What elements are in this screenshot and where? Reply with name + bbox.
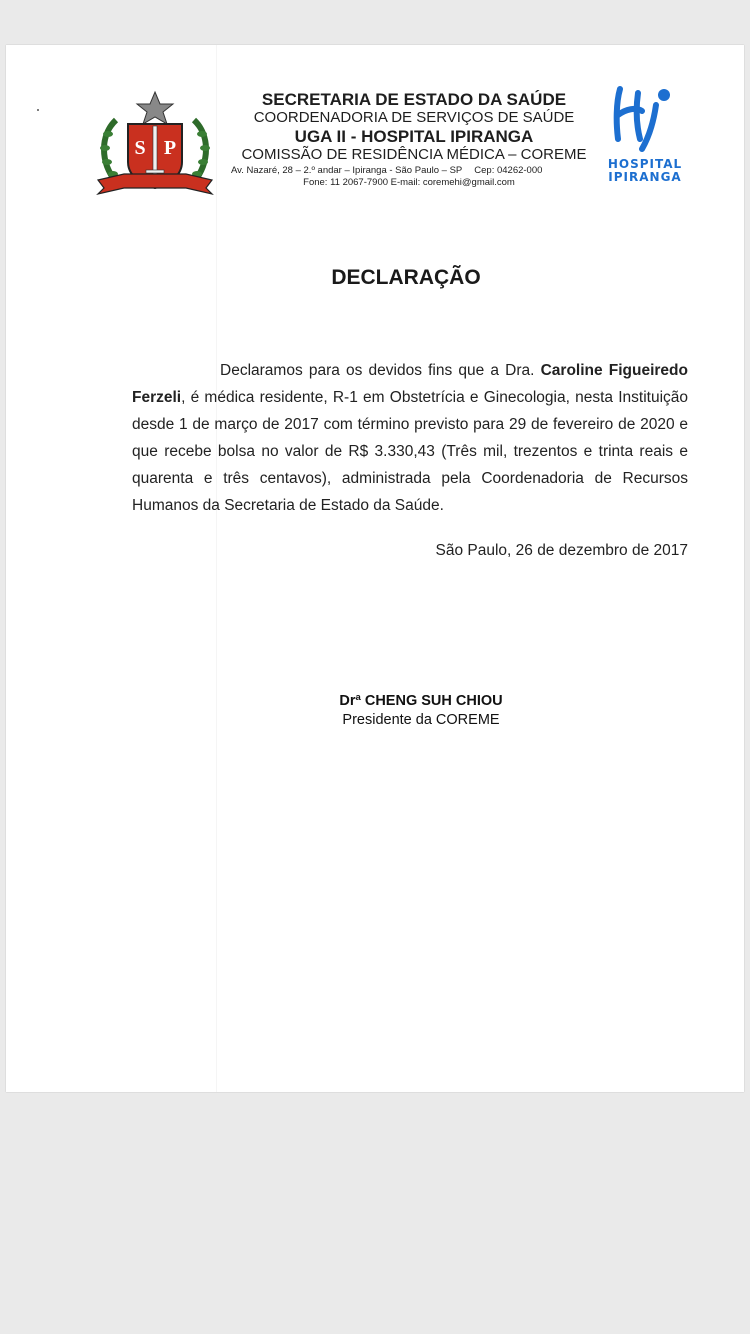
hospital-logo-text-bottom: IPIRANGA (608, 170, 682, 184)
header-contact: Fone: 11 2067-7900 E-mail: coremehi@gmail.com (303, 177, 515, 188)
header-secretaria: SECRETARIA DE ESTADO DA SAÚDE (261, 90, 567, 109)
header-hospital: UGA II - HOSPITAL IPIRANGA (294, 127, 534, 146)
resident-name: Caroline Figueiredo Ferzeli (132, 362, 688, 406)
hospital-logo-text-top: HOSPITAL (607, 157, 683, 171)
document-title: DECLARAÇÃO (331, 266, 481, 289)
hospital-ipiranga-logo (586, 83, 700, 187)
header-coordenadoria: COORDENADORIA DE SERVIÇOS DE SAÚDE (253, 109, 575, 126)
header-cep: Cep: 04262-000 (474, 165, 543, 176)
paper-fold-line (216, 45, 217, 1092)
body-details: , é médica residente, R-1 em Obstetrícia e Ginecologia, nesta Instituição desde 1 de março de 2017 com término previsto para 29 de fevereiro de 2020 e que recebe bolsa no valor de R$ 3.330,43 (Três mil, trezentos e trinta reais e quarenta e três centavos), administrada pela Coordenadoria de Recursos Humanos da Secretaria de Estado da Saúde. (132, 389, 688, 514)
body-intro: Declaramos para os devidos fins que a Dra. (220, 362, 541, 379)
sao-paulo-coat-of-arms-icon (94, 90, 216, 198)
paper-speck (37, 109, 39, 111)
hospital-logo-mark-icon (586, 83, 700, 157)
document-page (6, 45, 744, 1092)
header-address-line (231, 165, 542, 176)
signatory-name: Drª CHENG SUH CHIOU (339, 693, 503, 709)
header-address: Av. Nazaré, 28 – 2.º andar – Ipiranga - São Paulo – SP (231, 165, 463, 176)
svg-text:S: S (134, 137, 146, 159)
svg-text:P: P (163, 137, 177, 159)
declaration-body (132, 357, 688, 519)
signatory-role: Presidente da COREME (342, 712, 500, 728)
header-comissao: COMISSÃO DE RESIDÊNCIA MÉDICA – COREME (241, 146, 587, 163)
place-and-date: São Paulo, 26 de dezembro de 2017 (435, 542, 688, 559)
